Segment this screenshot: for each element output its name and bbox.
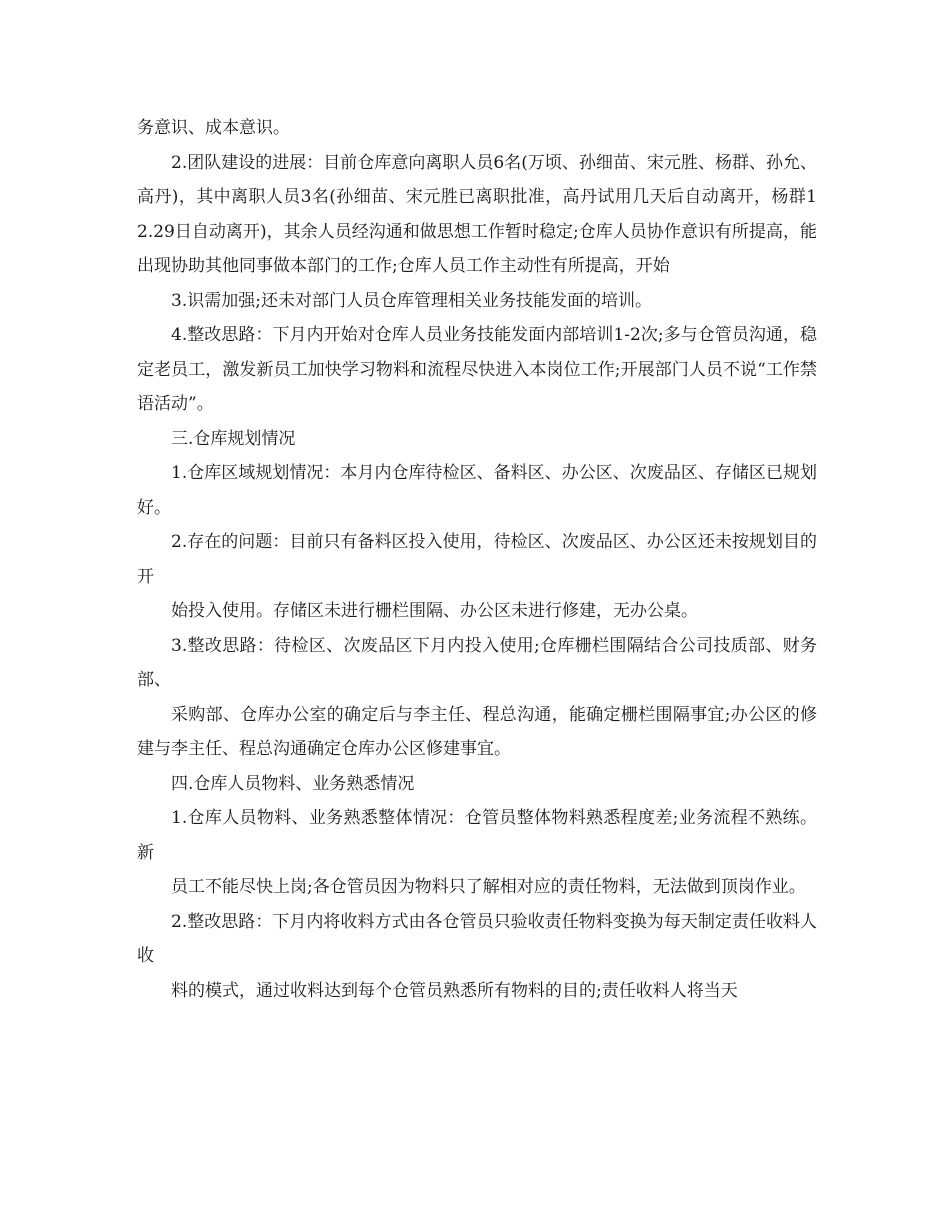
- paragraph-improvement-plan-areas-cont: 采购部、仓库办公室的确定后与李主任、程总沟通，能确定栅栏围隔事宜;办公区的修建与李主任、程总沟通确定仓库办公区修建事宜。: [137, 704, 817, 759]
- paragraph-area-planning: 1.仓库区域规划情况：本月内仓库待检区、备料区、办公区、次废品区、存储区已规划好。: [137, 463, 817, 518]
- paragraph-continuation: 务意识、成本意识。: [137, 118, 290, 138]
- paragraph-improvement-plan-staff: 4.整改思路：下月内开始对仓库人员业务技能发面内部培训1-2次;多与仓管员沟通，稳定老员工，激发新员工加快学习物料和流程尽快进入本岗位工作;开展部门人员不说“工作禁语活动”。: [137, 325, 817, 414]
- paragraph-team-building-progress: 2.团队建设的进展：目前仓库意向离职人员6名(万顷、孙细苗、宋元胜、杨群、孙允、高丹)，其中离职人员3名(孙细苗、宋元胜已离职批准，高丹试用几天后自动离开，杨群12.29日自动离开)，其余人员经沟通和做思想工作暂时稳定;仓库人员协作意识有所提高，能出现协助其他同事做本部门的工作;仓库人员工作主动性有所提高，开始: [137, 152, 817, 276]
- section-heading-material-familiarity: 四.仓库人员物料、业务熟悉情况: [171, 773, 415, 794]
- section-heading-warehouse-planning: 三.仓库规划情况: [171, 428, 296, 449]
- paragraph-improvement-plan-receiving: 2.整改思路：下月内将收料方式由各仓管员只验收责任物料变换为每天制定责任收料人收: [137, 911, 817, 966]
- paragraph-existing-problems: 2.存在的问题：目前只有备料区投入使用，待检区、次废品区、办公区还未按规划目的开: [137, 532, 817, 587]
- paragraph-improvement-plan-receiving-cont: 料的模式，通过收料达到每个仓管员熟悉所有物料的目的;责任收料人将当天: [171, 980, 738, 1001]
- paragraph-training-need: 3.识需加强;还未对部门人员仓库管理相关业务技能发面的培训。: [171, 290, 652, 311]
- paragraph-familiarity-overview: 1.仓库人员物料、业务熟悉整体情况：仓管员整体物料熟悉程度差;业务流程不熟练。新: [137, 808, 817, 863]
- paragraph-improvement-plan-areas: 3.整改思路：待检区、次废品区下月内投入使用;仓库栅栏围隔结合公司技质部、财务部、: [137, 635, 817, 690]
- paragraph-existing-problems-cont: 始投入使用。存储区未进行栅栏围隔、办公区未进行修建，无办公桌。: [171, 601, 698, 621]
- document-body: [137, 111, 817, 1008]
- paragraph-familiarity-overview-cont: 员工不能尽快上岗;各仓管员因为物料只了解相对应的责任物料，无法做到顶岗作业。: [171, 877, 806, 897]
